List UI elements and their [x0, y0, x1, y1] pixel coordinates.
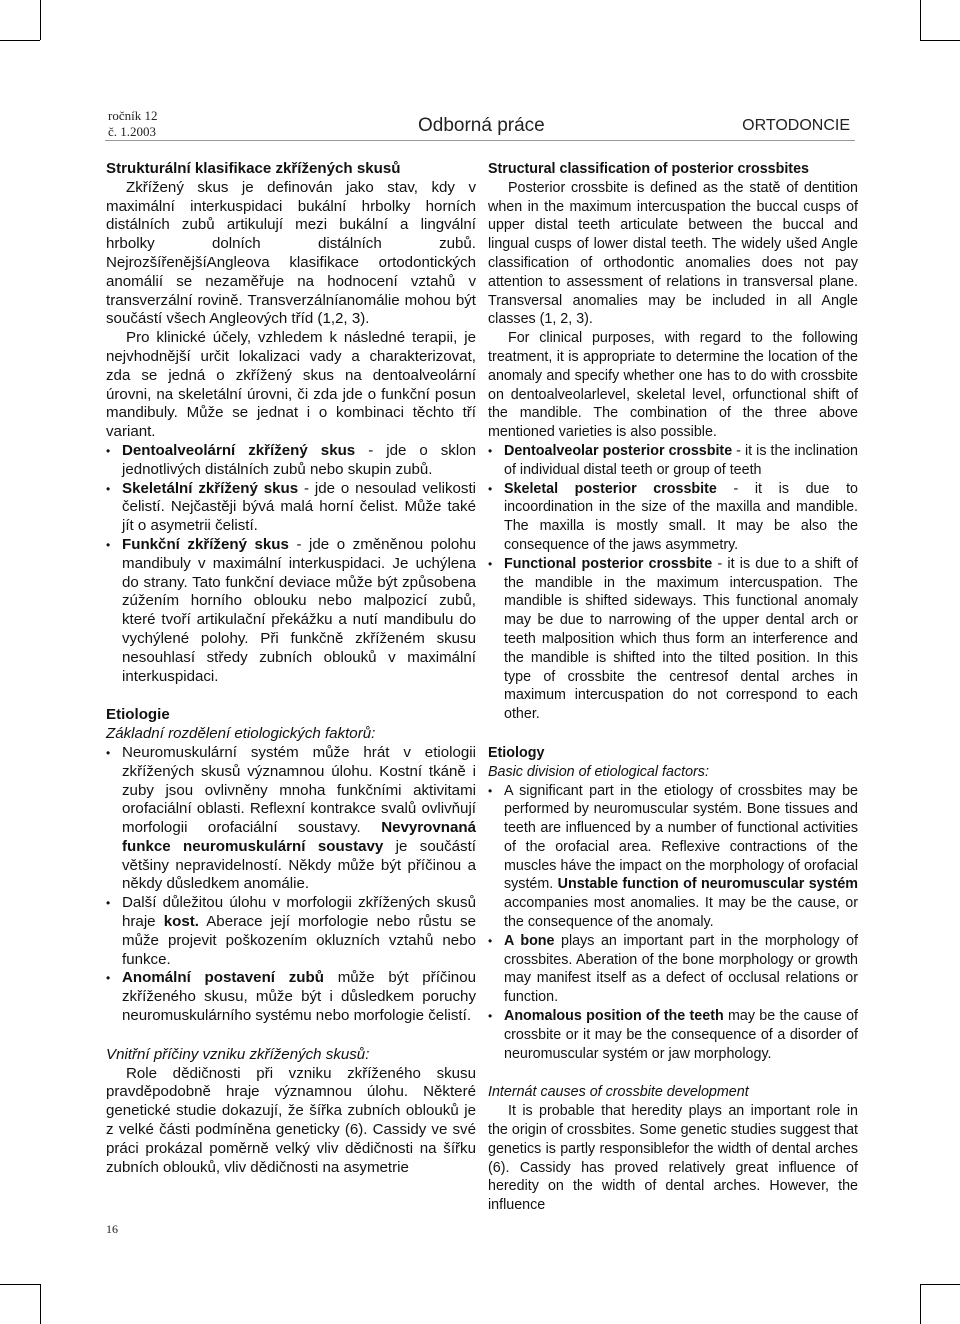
crop-mark [40, 1284, 41, 1324]
term: Skeletální zkřížený skus [122, 479, 299, 497]
list-item [488, 782, 858, 932]
list-item [106, 969, 476, 1025]
term: Funkční zkřížený skus [122, 535, 289, 553]
page-number: 16 [106, 1222, 118, 1236]
text: Aberace její morfologie nebo růstu se může projevit poškozením okluzních vztahů nebo funkce. [122, 913, 476, 968]
issue-volume: ročník 12 [108, 108, 158, 123]
list-item [106, 480, 476, 536]
classification-heading: Structural classification of posterior crossbites [488, 161, 809, 177]
internal-causes-heading: Vnitřní příčiny vzniku zkřížených skusů: [106, 1045, 370, 1063]
page-header [0, 0, 960, 150]
list-item [488, 442, 858, 480]
etiology-subheading: Basic division of etiological factors: [488, 763, 709, 780]
term-description: - jde o sklon jednotlivých distálních zubů nebo skupin zubů. [122, 441, 476, 478]
crop-mark [920, 1284, 960, 1285]
crop-mark [0, 1284, 40, 1285]
journal-name: ORTODONCIE [742, 117, 850, 134]
term: Anomalous position of the teeth [504, 1008, 724, 1025]
term-description: - jde o změněnou polohu mandibuly v maximální interkuspidaci. Je uchýlena do strany. Tato funkční deviace může být způsobena zúžením horního oblouku nebo malpozicí zubů, které tvoří artikulační překážku a nutí mandibulu do vychýlené polohy. Při funkčně zkříženém skusu nesouhlasí středy zubních oblouků v maximální interkuspidaci. [122, 535, 477, 685]
term: Nevyrovnaná funkce neuromuskulární soustavy [122, 819, 476, 855]
term-description: - it is due to a shift of the mandible in the maximum intercuspation. The mandible is shifted sideways. This functional anomaly may be due to narrowing of the upper dental arch or teeth malposition which thus form an interference and the mandible is shifted into the tilted position. In this type of crossbite the centresof dental arches in maximum intercuspation do not correspond to each other. [504, 555, 859, 723]
text: accompanies most anomalies. It may be the cause, or the consequence of the anomaly. [504, 895, 858, 931]
internal-causes-heading: Internát causes of crossbite development [488, 1084, 749, 1101]
list-item [106, 442, 476, 480]
paragraph: Zkřížený skus je definován jako stav, kdy v maximální interkuspidaci bukální hrbolky horních distálních zubů artikulují mezi bukální a lingvální hrbolky dolních distálních zubů. NejrozšířenějšíAngleova klasifikace ortodontických anomálií se nezaměřuje na hodnocení vztahů v transverzální rovině. Transverzálníanomálie mohou být součástí všech Angleových tříd (1,2, 3). [106, 178, 476, 328]
etiology-subheading: Základní rozdělení etiologických faktorů: [106, 725, 376, 743]
paragraph: For clinical purposes, with regard to the following treatment, it is appropriate to determine the location of the anomaly and specify whether one has to do with crossbite on dentoalveolarlevel, skeletal level, orfunctional shift of the mandible. The combination of the three above mentioned varieties is also possible. [488, 330, 858, 441]
etiology-list [106, 744, 476, 1026]
term: Dentoalveolární zkřížený skus [122, 441, 356, 459]
text: může být příčinou zkříženého skusu, může být i důsledkem poruchy neuromuskulárního systému nebo morfologie čelistí. [122, 969, 476, 1025]
header-rule [105, 140, 855, 141]
term: A bone [504, 932, 555, 949]
issue-info [108, 108, 157, 140]
crossbite-types-list [106, 442, 476, 686]
czech-column [106, 160, 476, 1177]
text: Další důležitou úlohu v morfologii zkřížených skusů hraje [122, 894, 476, 931]
term: kost. [163, 913, 199, 931]
term-description: - it is due to incoordination in the size of the maxilla and mandible. The maxilla is mostly small. It may be also the consequence of the jaws asymmetry. [504, 480, 858, 553]
list-item [488, 932, 858, 1007]
paragraph: Pro klinické účely, vzhledem k následné terapii, je nejvhodnější určit lokalizaci vady a charakterizovat, zda se jedná o zkřížený skus na dentoalveolární úrovni, na skeletální úrovni, či zda jde o funkční posun mandibuly. Může se jednat i o kombinaci těchto tří variant. [106, 329, 476, 441]
term: Unstable function of neuromuscular systém [557, 876, 858, 893]
paragraph: It is probable that heredity plays an important role in the origin of crossbites. Some genetic studies suggest that genetics is partly responsiblefor the width of dental arches (6). Cassidy has proved relatively great influence of heredity on the width of dental arches. However, the influence [488, 1103, 858, 1214]
list-item [488, 555, 858, 724]
text: may be the cause of crossbite or it may be the consequence of a disorder of neuromuscular systém or jaw morphology. [504, 1008, 858, 1062]
crop-mark [920, 1284, 921, 1324]
list-item [488, 480, 858, 555]
text: A significant part in the etiology of crossbites may be performed by neuromuscular systém. Bone tissues and teeth are influenced by a number of functional activities of the orofacial area. Reflexive contractions of the muscles háve the impact on the morphology of orofacial systém. [504, 782, 858, 893]
crossbite-types-list [488, 442, 858, 724]
issue-number: č. 1.2003 [108, 124, 157, 139]
text: je součástí většiny nepravidelností. Někdy může být příčinou a někdy důsledkem anomálie. [122, 837, 476, 893]
list-item [488, 1007, 858, 1063]
etiology-heading: Etiology [488, 744, 545, 761]
term-description: - jde o nesoulad velikosti čelistí. Nejčastěji bývá malá horní čelist. Může také jít o asymetrii čelistí. [122, 479, 477, 535]
term-description: - it is the inclination of individual distal teeth or group of teeth [504, 442, 858, 478]
paragraph: Role dědičnosti při vzniku zkříženého skusu pravděpodobně hraje významnou úlohu. Některé genetické studie dokazují, že šířka zubních oblouků je z velké části podmíněna geneticky (6). Cassidy ve své práci prokázal poměrně velký vliv dědičnosti na šířku zubních oblouků, vliv dědičnosti na asymetrie [106, 1064, 476, 1176]
etiology-list [488, 782, 858, 1064]
term: Anomální postavení zubů [122, 969, 324, 987]
term: Skeletal posterior crossbite [504, 480, 717, 497]
term: Functional posterior crossbite [504, 555, 713, 572]
text: plays an important part in the morphology of crossbites. Aberation of the bone morphology or growth may manifest itself as a defect of occlusal relations or function. [504, 932, 858, 1006]
paragraph: Posterior crossbite is defined as the statě of dentition when in the maximum intercuspation the buccal cusps of upper distal teeth articulate between the buccal and lingual cusps of lower distal teeth. The widely ušed Angle classification of orthodontic anomalies does not pay attention to assessment of relations in transversal plane. Transversal anomalies may be included in all Angle classes (1, 2, 3). [488, 179, 858, 328]
classification-heading: Strukturální klasifikace zkřížených skusů [106, 160, 401, 177]
section-title: Odborná práce [418, 115, 545, 136]
term: Dentoalveolar posterior crossbite [504, 442, 733, 459]
english-column [488, 160, 858, 1215]
etiology-heading: Etiologie [106, 706, 170, 724]
list-item [106, 536, 476, 686]
text: Neuromuskulární systém může hrát v etiologii zkřížených skusů významnou úlohu. Kostní tkáně i zuby jsou ovlivněny mnoha funkčními aktivitami orofaciální oblasti. Reflexní kontrakce svalů ovlivňují morfologii orofaciální soustavy. [122, 743, 476, 837]
list-item [106, 744, 476, 894]
list-item [106, 894, 476, 969]
